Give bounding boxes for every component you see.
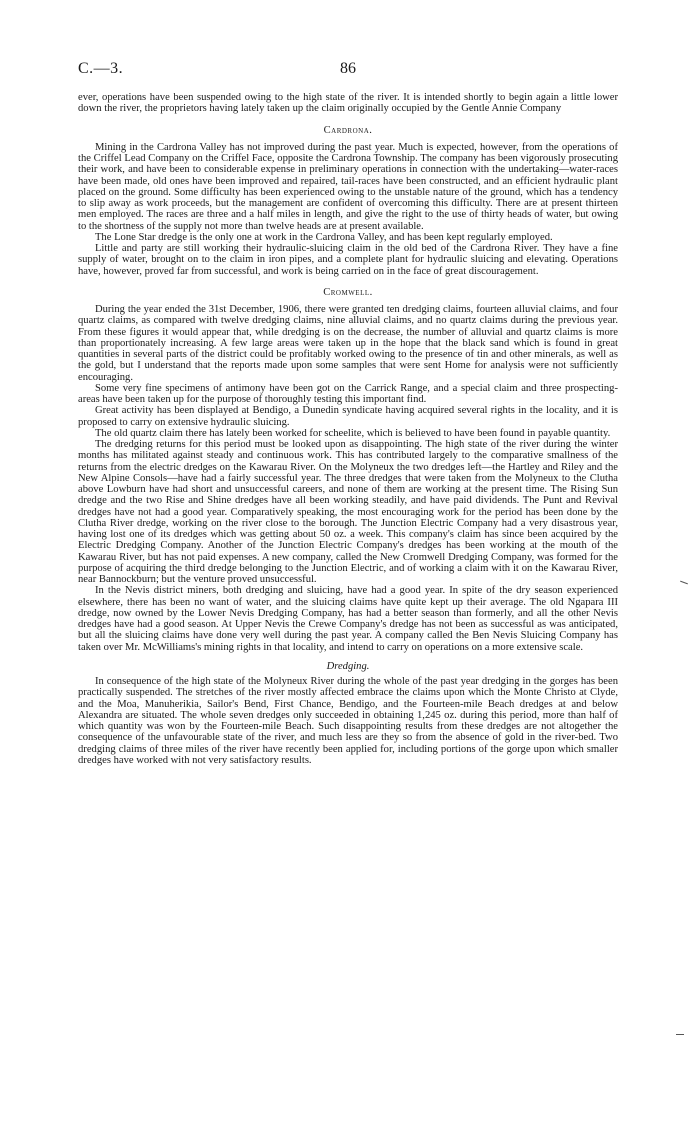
paragraph: In consequence of the high state of the Molyneux River during the whole of the past year dredging in the gorges has been practically suspended. The stretches of the river mostly affected embrace the claims upon which the Monte Christo at Clyde, and the Moa, Manuherikia, Sailor's Bend, First Chance, Bendigo, and the Fourteen-mile Beach dredges at and below Alexandra are situated. The whole seven dredges only succeeded in obtaining 1,245 oz. during this period, more than half of which quantity was won by the Fourteen-mile Beach. Such disappointing results from these dredges are not altogether the consequence of the unfavourable state of the river, and much less are they so from the absence of gold in the river-bed. Two dredging claims of three miles of the river have recently been applied for, including portions of the gorge upon which smaller dredges have worked with not very satisfactory results. bbox=[78, 676, 618, 766]
paragraph: In the Nevis district miners, both dredging and sluicing, have had a good year. In spite of the dry season experienced elsewhere, there has been no want of water, and the sluicing claims have quite kept up their average. The old Ngapara III dredge, now owned by the Lower Nevis Dredging Company, has had a better season than formerly, and all the other Nevis dredges have had a good season. At Upper Nevis the Crewe Company's dredge has not been as successful as was anticipated, but all the sluicing claims have done very well during the past year. A company called the Ben Nevis Sluicing Company has taken over Mr. McWilliams's mining rights in that locality, and intend to carry on operations on a more extensive scale. bbox=[78, 585, 618, 653]
paragraph: Mining in the Cardrona Valley has not improved during the past year. Much is expected, however, from the operations of the Criffel Lead Company on the Criffel Face, opposite the Cardrona Township. The company has been vigorously prosecuting their work, and have been to considerable expense in preliminary operations in connection with the undertaking—water-races have been made, old ones have been improved and repaired, tail-races have been constructed, and an efficient hydraulic plant placed on the ground. Some difficulty has been experienced owing to the unstable nature of the ground, which has a tendency to slip away as work proceeds, but the management are confident of overcoming this difficulty. There are at present thirteen men employed. The races are three and a half miles in length, and give the right to the use of thirty heads of water, but owing to the shortness of the supply not more than twelve heads are at present available. bbox=[78, 141, 618, 232]
section-heading-cardrona: Cardrona. bbox=[323, 124, 373, 136]
paragraph: The old quartz claim there has lately been worked for scheelite, which is believed to have been found in payable quantity. bbox=[94, 427, 611, 439]
document-body bbox=[78, 92, 618, 766]
report-reference: C.—3. bbox=[78, 60, 124, 77]
margin-mark bbox=[680, 581, 688, 585]
section-heading-cromwell: Cromwell. bbox=[323, 286, 373, 298]
intro-paragraph: ever, operations have been suspended owing to the high state of the river. It is intended shortly to begin again a little lower down the river, the proprietors having lately taken up the claim originally occupied by the Gentle Annie Company bbox=[78, 92, 618, 115]
subsection-heading-dredging: Dredging. bbox=[326, 660, 370, 672]
paragraph: Little and party are still working their hydraulic-sluicing claim in the old bed of the Cardrona River. They have a fine supply of water, brought on to the claim in iron pipes, and a complete plant for hydraulic sluicing and elevating. Operations have, however, proved far from successful, and work is being carried on in the face of great discouragement. bbox=[78, 243, 618, 277]
paragraph: The Lone Star dredge is the only one at work in the Cardrona Valley, and has been kept regularly employed. bbox=[94, 231, 553, 243]
paragraph: During the year ended the 31st December, 1906, there were granted ten dredging claims, fourteen alluvial claims, and four quartz claims, as compared with twelve dredging claims, nine alluvial claims, and no quartz claims during the previous year. From these figures it would appear that, while dredging is on the decrease, the number of alluvial and quartz claims is more than proportionately increasing. A few large areas were taken up in the hope that the black sand which is found in great quantities in several parts of the district could be profitably worked owing to the presence of tin and other minerals, as well as the gold, but I understand that the reports made upon some samples that were sent Home for analysis were not sufficiently encouraging. bbox=[78, 304, 618, 383]
paragraph: Some very fine specimens of antimony have been got on the Carrick Range, and a special claim and three prospecting-areas have been taken up for the purpose of thoroughly testing this important find. bbox=[78, 382, 618, 405]
page-header bbox=[78, 60, 622, 80]
page-number: 86 bbox=[340, 60, 356, 77]
margin-mark bbox=[676, 1034, 684, 1035]
paragraph: The dredging returns for this period must be looked upon as disappointing. The high state of the river during the winter months has militated against steady and continuous work. This has contributed largely to the comparative smallness of the returns from the electric dredges on the Kawarau River. On the Molyneux the two dredges left—the Hartley and Riley and the New Alpine Consols—have had a fairly successful year. The three dredges that were taken from the Molyneux to the Clutha above Lowburn have had short and unsuccessful careers, and none of them are working at the present time. The Rising Sun dredge and the two Rise and Shine dredges have all been working steadily, and have paid dividends. The Punt and Revival dredges have not had a good year. Comparatively speaking, the most encouraging work for the period has been done by the Clutha River dredge, working on the river close to the borough. The Junction Electric Company had a very disastrous year, having lost one of its dredges which was getting about 50 oz. a week. This company's claim has since been acquired by the Electric Dredging Company. Another of the Junction Electric Company's dredges has been working at the mouth of the Kawarau River, but has not paid expenses. A new company, called the New Cromwell Dredging Company, was formed for the purpose of acquiring the third dredge belonging to the Junction Electric, and of working a claim with it on the Kawarau River, near Bannockburn; but the venture proved unsuccessful. bbox=[78, 439, 618, 585]
paragraph: Great activity has been displayed at Bendigo, a Dunedin syndicate having acquired several rights in the locality, and it is proposed to carry on extensive hydraulic sluicing. bbox=[78, 405, 618, 428]
